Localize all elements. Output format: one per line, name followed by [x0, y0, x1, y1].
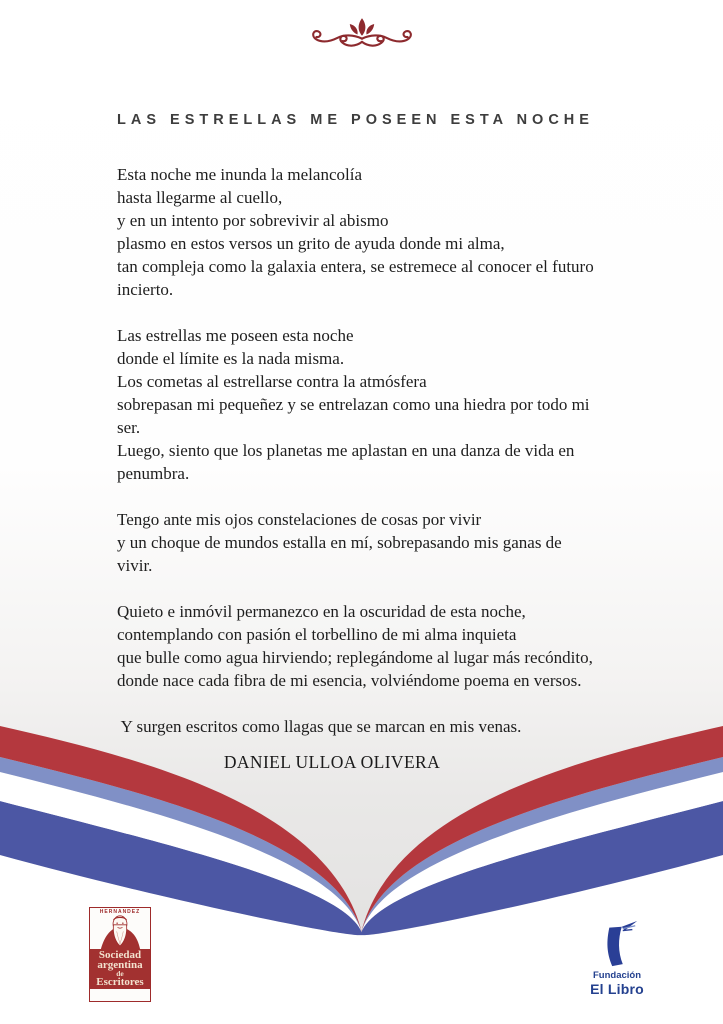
flourish-center-drops — [349, 18, 373, 35]
poem-line: plasmo en estos versos un grito de ayuda donde mi alma, — [117, 234, 505, 253]
stanza — [117, 508, 677, 577]
poem-line: contemplando con pasión el torbellino de mi alma inquieta — [117, 625, 517, 644]
poem-author: DANIEL ULLOA OLIVERA — [223, 752, 441, 772]
el-libro-label: El Libro — [590, 981, 644, 997]
flourish-divider-icon — [301, 13, 423, 61]
poem-line: incierto. — [117, 280, 174, 299]
flourish-left-scrolls — [313, 31, 362, 46]
poem-line: ser. — [117, 418, 141, 437]
poem-line: Y surgen escritos como llagas que se marcan en mis venas. — [117, 717, 522, 736]
standing-book-icon — [595, 920, 639, 968]
sade-hernandez-label: HERNANDEZ — [99, 909, 141, 915]
poem-line: vivir. — [117, 556, 153, 575]
poem-line: y un choque de mundos estalla en mí, sobrepasando mis ganas de — [117, 533, 562, 552]
poem-line: Tengo ante mis ojos constelaciones de cosas por vivir — [117, 510, 482, 529]
poem-line: tan compleja como la galaxia entera, se estremece al conocer el futuro — [117, 257, 594, 276]
poem-line: Los cometas al estrellarse contra la atmósfera — [117, 372, 427, 391]
poem-line: penumbra. — [117, 464, 190, 483]
sade-word-argentina: argentina — [97, 959, 143, 971]
stanza — [117, 600, 677, 692]
sade-word-escritores: Escritores — [96, 976, 144, 988]
flourish-right-scrolls — [362, 31, 411, 46]
poem-line: hasta llegarme al cuello, — [117, 188, 283, 207]
poem-line: Luego, siento que los planetas me aplastan en una danza de vida en — [117, 441, 575, 460]
sade-wordmark — [90, 949, 150, 989]
fundacion-el-libro-logo — [583, 920, 651, 997]
poem — [117, 163, 677, 761]
poem-title: LAS ESTRELLAS ME POSEEN ESTA NOCHE — [117, 112, 594, 128]
poem-line: y en un intento por sobrevivir al abismo — [117, 211, 389, 230]
sade-logo — [89, 907, 151, 1002]
poem-line: Quieto e inmóvil permanezco en la oscuridad de esta noche, — [117, 602, 526, 621]
fundacion-label: Fundación — [592, 970, 642, 981]
sade-word-de: de — [116, 969, 124, 978]
sade-word-sociedad: Sociedad — [98, 949, 142, 961]
poem-line: sobrepasan mi pequeñez y se entrelazan como una hiedra por todo mi — [117, 395, 590, 414]
poem-line: Esta noche me inunda la melancolía — [117, 165, 362, 184]
poem-line: Las estrellas me poseen esta noche — [117, 326, 354, 345]
stanza — [117, 324, 677, 485]
poem-line: donde nace cada fibra de mi esencia, volviéndome poema en versos. — [117, 671, 582, 690]
poem-line: que bulle como agua hirviendo; replegándome al lugar más recóndito, — [117, 648, 593, 667]
stanza — [117, 163, 677, 301]
poem-line: donde el límite es la nada misma. — [117, 349, 345, 368]
bearded-writer-portrait-icon — [97, 915, 143, 951]
